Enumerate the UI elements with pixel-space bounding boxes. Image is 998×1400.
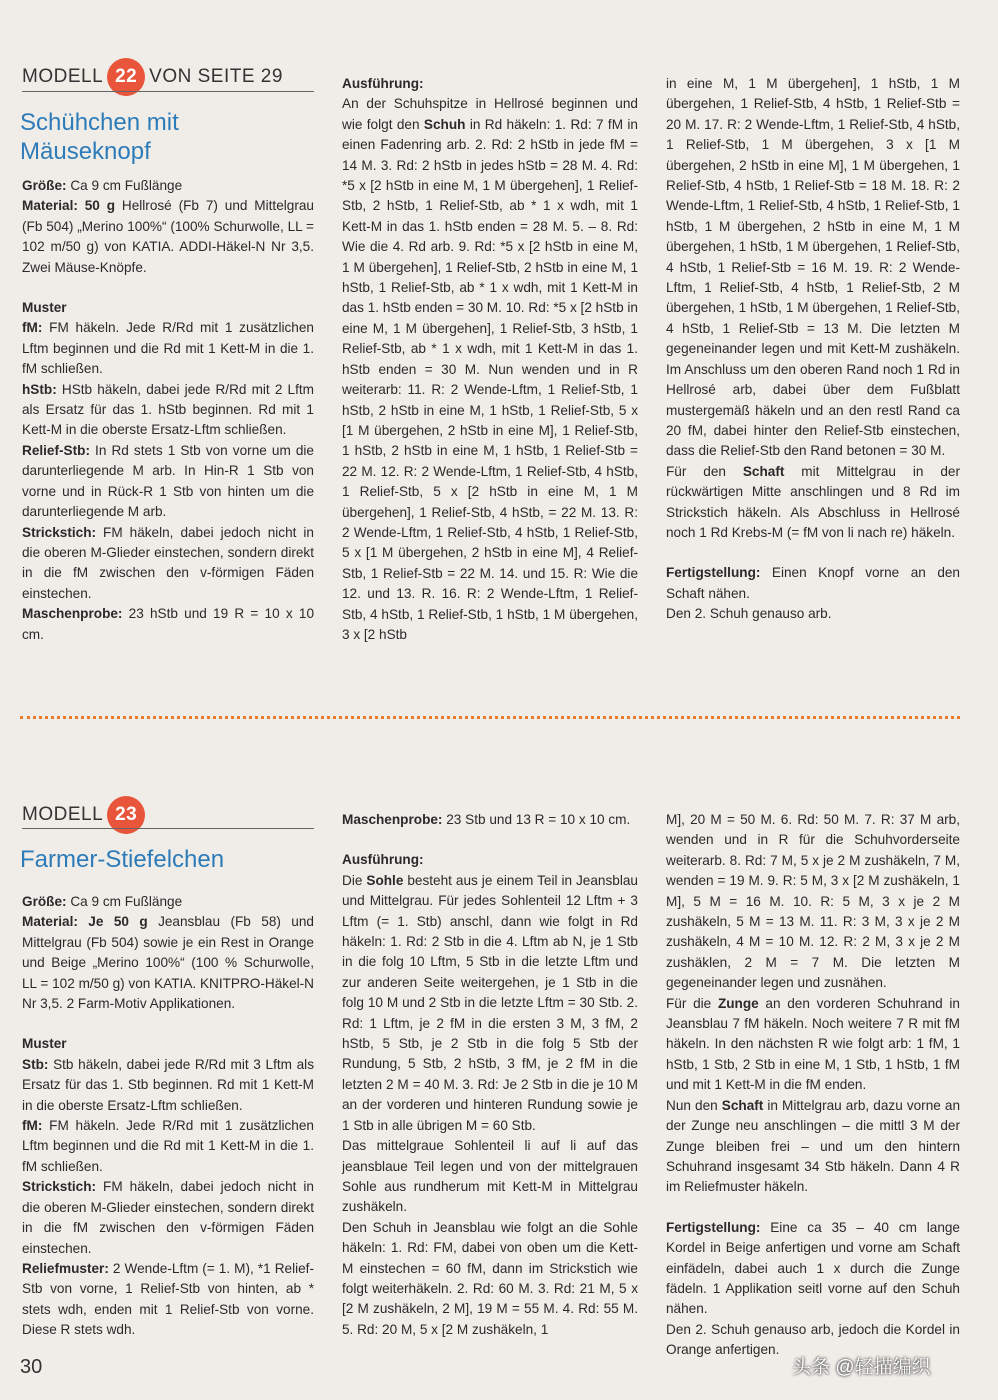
model22-fm: fM: FM häkeln. Jede R/Rd mit 1 zusätzlichen Lftm beginnen und die Rd mit 1 Kett-M in die 1. fM schließen. <box>22 320 314 377</box>
model23-muster-heading: Muster <box>22 1036 67 1052</box>
model23-title: Farmer-Stiefelchen <box>20 846 225 873</box>
model22-maschenprobe: Maschenprobe: 23 hStb und 19 R = 10 x 10 cm. <box>22 606 314 642</box>
model23-schaft: Nun den Schaft in Mittelgrau arb, dazu vorne an der Zunge neu anschlingen – die mittl 3 M der Zunge bleiben frei – und um den hintern Schuhrand insgesamt 34 Stb häkeln. Dann 4 R im Reliefmuster häkeln. <box>666 1097 961 1195</box>
page-number: 30 <box>20 1356 43 1378</box>
model22-groesse: Größe: Ca 9 cm Fußlänge <box>22 178 183 193</box>
model22-title-line1: Schühchen mit <box>20 109 179 136</box>
model23-maschenprobe: Maschenprobe: 23 Stb und 13 R = 10 x 10 cm. <box>342 812 631 827</box>
model22-col3 <box>666 74 960 625</box>
model22-ausf-text: An der Schuhspitze in Hellrosé beginnen und wie folgt den Schuh in Rd häkeln: 1. Rd: 7 fM in einen Fadenring arb. 2. Rd: 2 hStb in jede fM = 14 M. 3. Rd: 2 hStb in jedes hStb = 28 M. 4. Rd: *5 x [2 hStb in eine M, 1 M übergehen], 1 Relief-Stb, 2 hStb, 1 Relief-Stb, ab * 1 x wdh, mit 1 Kett-M in das 1. hStb enden = 28 M. 5. – 8. Rd: Wie die 4. Rd arb. 9. Rd: *5 x [2 hStb in eine M, 1 M übergehen], 1 Relief-Stb, 2 hStb in eine M, 1 hStb, 1 Relief-Stb, ab * 1 x wdh, mit 1 Kett-M in das 1. hStb enden = 30 M. 10. Rd: *5 x [2 hStb in eine M, 1 M übergehen], 1 Relief-Stb, 3 hStb, 1 Relief-Stb, ab * 1 x wdh, mit 1 Kett-M in das 1. hStb enden = 30 M. Nun wenden und in R weiterarb: 11. R: 2 Wende-Lftm, 1 Relief-Stb, 1 hStb, 2 hStb in eine M, 1 hStb, 1 Relief-Stb, 5 x [1 M übergehen, 2 hStb in eine M], 1 Relief-Stb, 1 hStb, 2 hStb in eine M, 1 hStb, 1 Relief-Stb = 22 M. 12. R: 2 Wende-Lftm, 1 Relief-Stb, 4 hStb, 1 Relief-Stb, 5 x [2 hStb in eine M, 1 M übergehen], 1 Relief-Stb, 4 hStb, = 22 M. 13. R: 2 Wende-Lftm, 1 Relief-Stb, 4 hStb, 1 Relief-Stb, 5 x [1 M übergehen, 2 hStb in eine M], 4 Relief-Stb, 1 Relief-Stb = 22 M. 14. und 15. R: Wie die 12. und 13. R. 16. R: 2 Wende-Lftm, 1 Relief-Stb, 4 hStb, 1 Relief-Stb, 1 hStb, 1 M übergehen, 3 x [2 hStb <box>342 96 638 642</box>
model23-zunge: Für die Zunge an den vorderen Schuhrand in Jeansblau 7 fM häkeln. Noch weitere 7 R mit fM häkeln. In den nächsten R wie folgt arb: 1 fM, 1 hStb, 1 Stb, 2 Stb in eine M, 1 Stb, 1 hStb, 1 fM und mit 1 Kett-M in die fM enden. <box>666 995 960 1093</box>
model22-col3-text: in eine M, 1 M übergehen], 1 hStb, 1 M übergehen, 1 Relief-Stb, 4 hStb, 1 Relief-Stb = 20 M. 17. R: 2 Wende-Lftm, 1 Relief-Stb, 4 hStb, 1 Relief-Stb, 1 M übergehen, 3 x [1 M übergehen, 2 hStb in eine M], 1 M übergehen, 1 Relief-Stb, 4 hStb, 1 Relief-Stb = 18 M. 18. R: 2 Wende-Lftm, 1 Relief-Stb, 4 hStb, 1 Relief-Stb, 1 hStb, 1 M übergehen, 2 hStb in eine M, 1 M übergehen, 1 hStb, 1 M übergehen, 1 Relief-Stb, 4 hStb, 1 Relief-Stb = 16 M. 19. R: 2 Wende-Lftm, 1 Relief-Stb, 4 hStb, 1 Relief-Stb, 2 M übergehen, 1 hStb, 1 M übergehen, 1 Relief-Stb, 4 hStb, 1 Relief-Stb = 13 M. Die letzten M gegeneinander legen und mit Kett-M zushäkeln. Im Anschluss um den oberen Rand noch 1 Rd in Hellrosé arb, dabei über dem Fußblatt mustergemäß häkeln und an den restl Rand ca 20 fM, dabei hinter den Relief-Stb einstechen, dass die Relief-Stb den Rand betonen = 30 M. <box>666 76 960 459</box>
model22-material: Material: 50 g Hellrosé (Fb 7) und Mittelgrau (Fb 504) „Merino 100%“ (100% Schurwolle, LL = 102 m/50 g) von KATIA. ADDI-Häkel-N Nr 3,5. Zwei Mäuse-Knöpfe. <box>22 198 314 275</box>
model23-badge: 23 <box>107 796 145 834</box>
model22-ref: VON SEITE 29 <box>149 66 283 87</box>
model23-col2 <box>342 810 638 1340</box>
model22-fertig: Fertigstellung: Einen Knopf vorne an den Schaft nähen. <box>666 565 960 601</box>
model23-stb: Stb: Stb häkeln, dabei jede R/Rd mit 3 Lftm als Ersatz für das 1. Stb beginnen. Rd mit 1 Kett-M in die oberste Ersatz-Lftm schließen. <box>22 1056 314 1113</box>
model22-underline <box>22 91 314 92</box>
model23-material: Material: Je 50 g Jeansblau (Fb 58) und Mittelgrau (Fb 504) sowie je ein Rest in Orange und Beige „Merino 100%“ (100 % Schurwolle, LL = 102 m/50 g) von KATIA. KNITPRO-Häkel-N Nr 3,5. 2 Farm-Motiv Applikationen. <box>22 914 314 1012</box>
section-divider <box>20 716 960 719</box>
model22-ausf-heading: Ausführung: <box>342 76 424 91</box>
model22-header <box>22 60 283 94</box>
model23-ausf-text-2: Das mittelgraue Sohlenteil li auf li auf das jeansblaue Teil legen und von der mittelgrauen Sohle aus rundherum mit Kett-M in Mittelgrau zushäkeln. <box>342 1138 638 1215</box>
model23-col1 <box>22 892 314 1341</box>
model23-label: MODELL <box>22 804 104 825</box>
model23-fertig: Fertigstellung: Eine ca 35 – 40 cm lange Kordel in Beige anfertigen und vorne am Schaft einfädeln, dabei auch 1 x durch die Zunge fädeln. 1 Applikation seitl vorne auf den Schuh nähen. <box>666 1219 960 1317</box>
model23-ausf-heading: Ausführung: <box>342 852 424 868</box>
model22-title <box>20 108 179 166</box>
model23-ausf-text: Die Sohle besteht aus je einem Teil in Jeansblau und Mittelgrau. Für jedes Sohlenteil 12 Lftm + 3 Lftm (= 1. Stb) anschl, dann wie folgt in Rd häkeln: 1. Rd: 2 Stb in die 4. Lftm ab N, je 1 Stb in die folg 10 Lftm, 5 Stb in die letzte Lftm und zur anderen Seite weitergehen, je 1 Stb in die folg 10 M und 2 Stb in die letzte Lftm = 30 Stb. 2. Rd: 1 Lftm, je 2 fM in die ersten 3 M, 3 fM, 2 hStb, 5 Stb, je 2 Stb in die folg 5 Stb der Rundung, 5 Stb, 2 hStb, 3 fM, je 2 fM in die letzten 2 M = 40 M. 3. Rd: Je 2 Stb in die je 10 M an der vorderen und hinteren Rundung sowie je 1 Stb in alle übrigen M = 60 Stb. <box>342 872 638 1133</box>
model23-fm: fM: FM häkeln. Jede R/Rd mit 1 zusätzlichen Lftm beginnen und die Rd mit 1 Kett-M in die 1. fM schließen. <box>22 1118 314 1174</box>
model23-header <box>22 798 149 832</box>
model23-col3 <box>666 810 960 1361</box>
model23-fertig-2: Den 2. Schuh genauso arb, jedoch die Kordel in Orange anfertigen. <box>666 1321 960 1358</box>
model22-fertig-2: Den 2. Schuh genauso arb. <box>666 606 832 622</box>
model22-col2 <box>342 74 638 645</box>
model22-hstb: hStb: HStb häkeln, dabei jede R/Rd mit 2 Lftm als Ersatz für das 1. hStb beginnen. Rd mit 1 Kett-M in die oberste Ersatz-Lftm schließen. <box>22 381 314 438</box>
model22-schaft: Für den Schaft mit Mittelgrau in der rückwärtigen Mitte anschlingen und 8 Rd im Strickstich häkeln. Als Abschluss in Hellrosé noch 1 Rd Krebs-M (= fM von li nach re) häkeln. <box>666 463 961 540</box>
model22-label: MODELL <box>22 66 104 87</box>
model22-relief: Relief-Stb: In Rd stets 1 Stb von vorne um die darunterliegende M arb. In Hin-R 1 Stb von vorne und in Rück-R 1 Stb von hinten um die darunterliegende M arb. <box>22 442 314 520</box>
model23-strickstich: Strickstich: FM häkeln, dabei jedoch nicht in die oberen M-Glieder einstechen, sondern direkt in die fM zwischen den v-förmigen Fäden einstechen. <box>22 1179 314 1256</box>
model23-reliefmuster: Reliefmuster: 2 Wende-Lftm (= 1. M), *1 Relief-Stb von vorne, 1 Relief-Stb von hinten, ab * stets wdh, enden mit 1 Relief-Stb von vorne. Diese R stets wdh. <box>22 1260 314 1338</box>
model23-col3-text: M], 20 M = 50 M. 6. Rd: 50 M. 7. R: 37 M arb, wenden und in R für die Schuhvorderseite weiterarb. 8. Rd: 7 M, 5 x je 2 M zushäkeln, 7 M, wenden = 19 M. 9. R: 5 M, 3 x [2 M zushäkeln, 1 M], 5 M = 16 M. 10. R: 5 M, 3 x je 2 M zushäkeln, 5 M = 13 M. 11. R: 3 M, 3 x je 2 M zushäkeln, 4 M = 10 M. 12. R: 2 M, 3 x je 2 M zushäklen, 2 M = 7 M. Die letzten M gegeneinander legen und zusnähen. <box>666 812 960 991</box>
model23-ausf-text-3: Den Schuh in Jeansblau wie folgt an die Sohle häkeln: 1. Rd: FM, dabei von oben um die Kett-M einstechen = 60 fM, dann im Strickstich wie folgt weiterhäkeln. 2. Rd: 60 M. 3. Rd: 21 M, 5 x [2 M zushäkeln, 2 M], 19 M = 55 M. 4. Rd: 55 M. 5. Rd: 20 M, 5 x [2 M zushäkeln, 1 <box>342 1219 638 1337</box>
model22-badge: 22 <box>107 58 145 96</box>
model22-muster-heading: Muster <box>22 300 67 316</box>
model22-title-line2: Mäuseknopf <box>20 138 151 165</box>
model22-col1 <box>22 176 314 645</box>
watermark: 头条 @轻描编织 <box>792 1357 931 1378</box>
model23-groesse: Größe: Ca 9 cm Fußlänge <box>22 894 183 909</box>
model22-strickstich: Strickstich: FM häkeln, dabei jedoch nicht in die oberen M-Glieder einstechen, sondern direkt in die fM zwischen den v-förmigen Fäden einstechen. <box>22 524 314 601</box>
model23-underline <box>22 828 314 829</box>
